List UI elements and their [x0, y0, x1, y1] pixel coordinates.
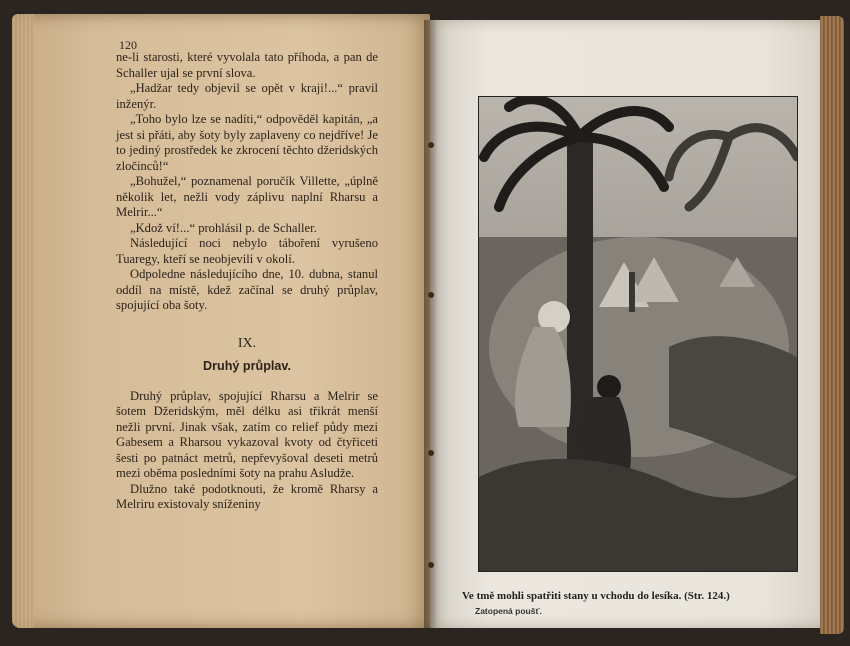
paragraph: Dlužno také podotknouti, že kromě Rharsy a Melriru existovaly sníženiny — [116, 481, 378, 511]
binding-stitch — [428, 292, 434, 298]
page-number: 120 — [119, 38, 137, 52]
chapter-number: IX. — [237, 335, 257, 351]
binding-stitch — [428, 450, 434, 456]
chapter-title: Druhý průplav. — [203, 359, 291, 373]
forest-night-camp-illustration — [478, 96, 798, 572]
paragraph: Druhý průplav, spojující Rharsu a Melrir se šotem Džeridským, měl délku asi třikrát menší nežli první. Jinak však, zatím co relief půdy mezi Gabesem a Rharsou vykazoval kvoty od čtyřiceti šesti po patnáct metrů, nepřevyšoval deseti metrů mezi oběma posledními šoty na prahu Asludže. — [116, 388, 378, 480]
page-edge — [820, 16, 844, 634]
paragraph: „Hadžar tedy objevil se opět v kraji!...“ pravil inženýr. — [116, 81, 378, 111]
gutter — [424, 20, 438, 628]
paragraph: „Toho bylo lze se nadíti,“ odpověděl kapitán, „a jest si přáti, aby šoty byly zaplaveny co nejdříve! Je to jediný prostředek ke zkrocení těchto džeridských zločinců!“ — [116, 112, 378, 173]
binding-stitch — [428, 562, 434, 568]
left-page — [12, 14, 430, 628]
paragraph: ne-li starosti, které vyvolala tato příhoda, a pan de Schaller ujal se první slova. — [116, 50, 378, 80]
binding-stitch — [428, 142, 434, 148]
paragraph: Následující noci nebylo táboření vyrušeno Tuaregy, kteří se neobjevili v okolí. — [116, 236, 378, 266]
running-title: Zatopená poušť. — [475, 606, 542, 616]
illustration-caption: Ve tmě mohli spatřiti stany u vchodu do lesíka. (Str. 124.) — [462, 590, 730, 602]
left-page-text — [116, 50, 378, 513]
paragraph: „Bohužel,“ poznamenal poručík Villette, „úplně několik let, nežli vody záplivu naplní Rharsu a Melrir...“ — [116, 174, 378, 219]
paragraph: Odpoledne následujícího dne, 10. dubna, stanul oddíl na místě, kdež začínal se druhý průplav, spojující oba šoty. — [116, 267, 378, 312]
paragraph: „Kdož ví!...“ prohlásil p. de Schaller. — [130, 220, 317, 235]
